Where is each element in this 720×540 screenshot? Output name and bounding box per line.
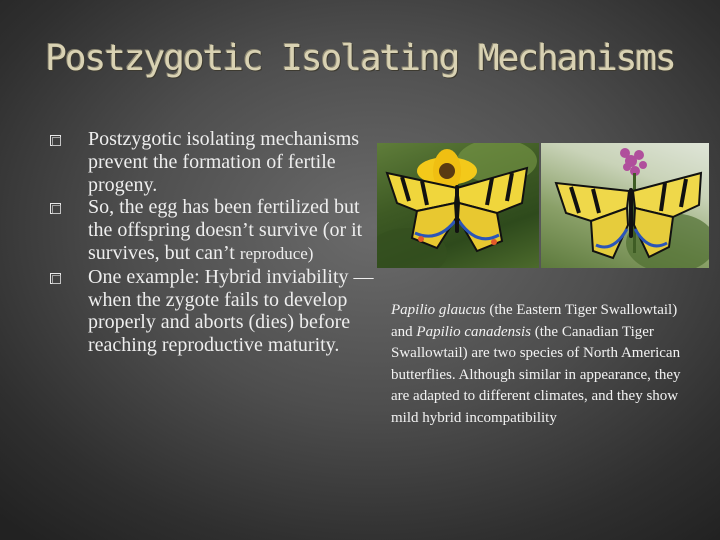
bullet-list	[50, 128, 380, 357]
species-name: Papilio glaucus	[391, 302, 486, 318]
bullet-item	[50, 266, 380, 357]
image-caption	[391, 300, 691, 429]
square-bullet-icon	[50, 203, 61, 214]
butterfly-icon	[377, 143, 539, 268]
bullet-text: One example: Hybrid inviability —when the zygote fails to develop properly and aborts (dies) before reaching reproductive maturity.	[88, 265, 374, 357]
bullet-text-small: reproduce)	[239, 243, 314, 263]
square-bullet-icon	[50, 273, 61, 284]
caption-text: (the Canadian Tiger Swallowtail) are two species of North American butterflies. Although similar in appearance, they are adapted to different climates, and they show mild hybrid incompatibility	[391, 323, 681, 426]
bullet-item	[50, 128, 380, 196]
bullet-text: Postzygotic isolating mechanisms prevent the formation of fertile progeny.	[88, 128, 360, 196]
butterfly-icon	[541, 143, 709, 268]
eastern-tiger-swallowtail-photo	[377, 143, 539, 268]
bullet-item	[50, 196, 380, 265]
caption-text: (the Eastern Tiger Swallowtail) and	[391, 302, 678, 340]
bullet-text: So, the egg has been fertilized but the offspring doesn’t survive (or it survives, but can’t	[88, 196, 363, 264]
slide-title: Postzygotic Isolating Mechanisms	[45, 38, 675, 79]
canadian-tiger-swallowtail-photo	[541, 143, 709, 268]
square-bullet-icon	[50, 135, 61, 146]
species-name: Papilio canadensis	[416, 323, 531, 340]
